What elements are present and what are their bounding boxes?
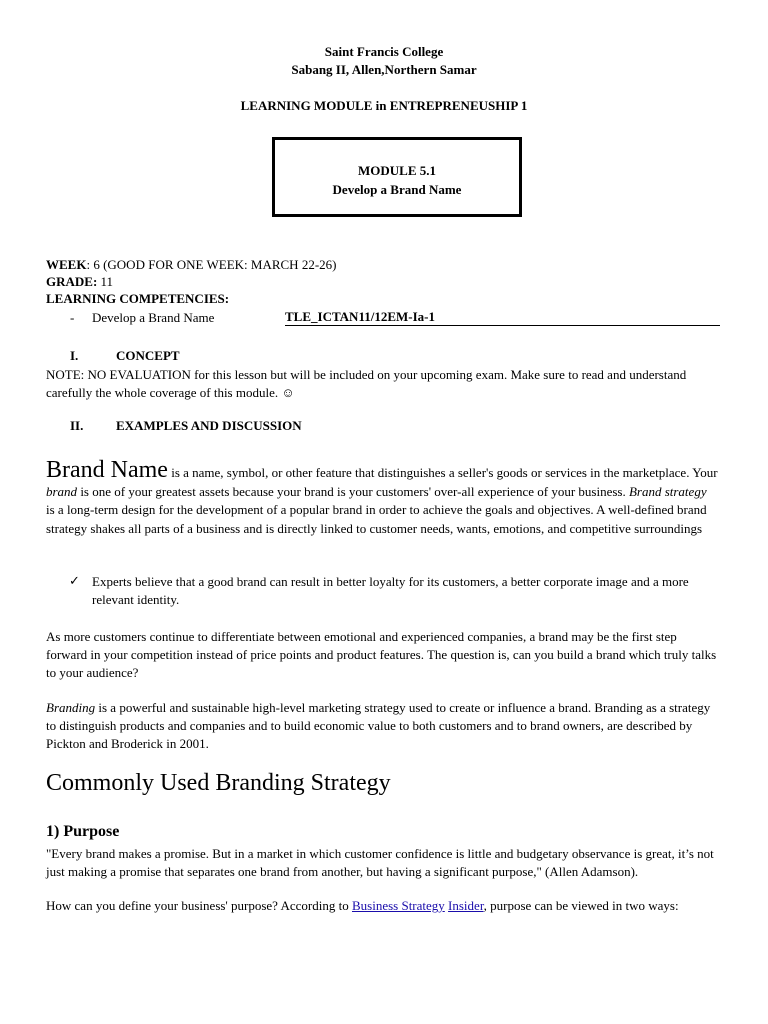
grade-label: GRADE: — [46, 274, 98, 289]
brand-text-2: is one of your greatest assets because your brand is your customers' over-all experience of your business. — [77, 483, 629, 499]
brand-strategy-italic: Brand strategy — [628, 483, 707, 499]
paragraph-branding — [46, 699, 718, 753]
brand-name-heading: Brand Name — [46, 457, 168, 483]
experts-bullet: Experts believe that a good brand can result in better loyalty for its customers, a better corporate image and a more relevant identity. — [92, 574, 689, 607]
question-text-end: , purpose can be viewed in two ways: — [483, 898, 679, 913]
section-2-title: EXAMPLES AND DISCUSSION — [116, 418, 302, 433]
strategy-heading: Commonly Used Branding Strategy — [46, 770, 391, 796]
week-label: WEEK — [46, 257, 87, 272]
week-line — [46, 256, 336, 274]
section-2-number: II. — [70, 418, 84, 433]
branding-text: is a powerful and sustainable high-level marketing strategy used to create or influence a brand. Branding as a strategy to distinguish products and companies and to build economic value to both customers and to brand owners, are described by Pickton and Broderick in 2001. — [46, 700, 711, 751]
grade-line — [46, 273, 113, 291]
concept-note: NOTE: NO EVALUATION for this lesson but will be included on your upcoming exam. Make sure to read and understand carefully the whole coverage of this module. ☺ — [46, 367, 687, 400]
divider-line — [285, 325, 720, 326]
paragraph-differentiate: As more customers continue to differentiate between emotional and experienced companies, a brand may be the first step forward in your competition instead of price points and product features. The question is, can you build a brand which truly talks to your audience? — [46, 629, 717, 680]
brand-name-paragraph — [46, 458, 718, 538]
module-subtitle: Develop a Brand Name — [332, 182, 462, 197]
purpose-question — [46, 897, 718, 915]
brand-italic: brand — [46, 483, 78, 499]
question-text: How can you define your business' purpose? According to — [46, 898, 352, 913]
school-name: Saint Francis College — [324, 44, 444, 59]
brand-text-3: is a long-term design for the development of a popular brand in order to achieve the goals and objectives. A well-defined brand strategy shakes all parts of a business and is directly linked to customer needs, wants, emotions, and competitive surroundings — [46, 502, 707, 536]
insider-link[interactable]: Insider — [448, 898, 484, 913]
competency-code: TLE_ICTAN11/12EM-Ia-1 — [285, 309, 435, 324]
module-box — [272, 137, 522, 217]
section-1-title: CONCEPT — [116, 348, 180, 363]
branding-italic: Branding — [46, 700, 96, 715]
purpose-heading: 1) Purpose — [46, 823, 120, 840]
week-value: : 6 (GOOD FOR ONE WEEK: MARCH 22-26) — [86, 257, 337, 272]
section-1-number: I. — [70, 348, 79, 363]
school-address: Sabang II, Allen,Northern Samar — [291, 62, 477, 77]
brand-text-1: is a name, symbol, or other feature that distinguishes a seller's goods or services in the marketplace. Your — [167, 465, 718, 480]
module-number: MODULE 5.1 — [358, 163, 436, 178]
grade-value: 11 — [97, 274, 114, 289]
module-title: LEARNING MODULE in ENTREPRENEUSHIP 1 — [240, 98, 528, 113]
competency-dash: - — [70, 310, 75, 325]
purpose-quote: "Every brand makes a promise. But in a market in which customer confidence is little and budgetary observance is great, it’s not just making a promise that separates one brand from another, but having a significant purpose," (Allen Adamson). — [46, 846, 714, 879]
competency-item: Develop a Brand Name — [92, 310, 215, 325]
business-strategy-link[interactable]: Business Strategy — [351, 898, 445, 913]
checkmark-icon: ✓ — [69, 573, 80, 588]
competencies-label: LEARNING COMPETENCIES: — [46, 291, 230, 306]
